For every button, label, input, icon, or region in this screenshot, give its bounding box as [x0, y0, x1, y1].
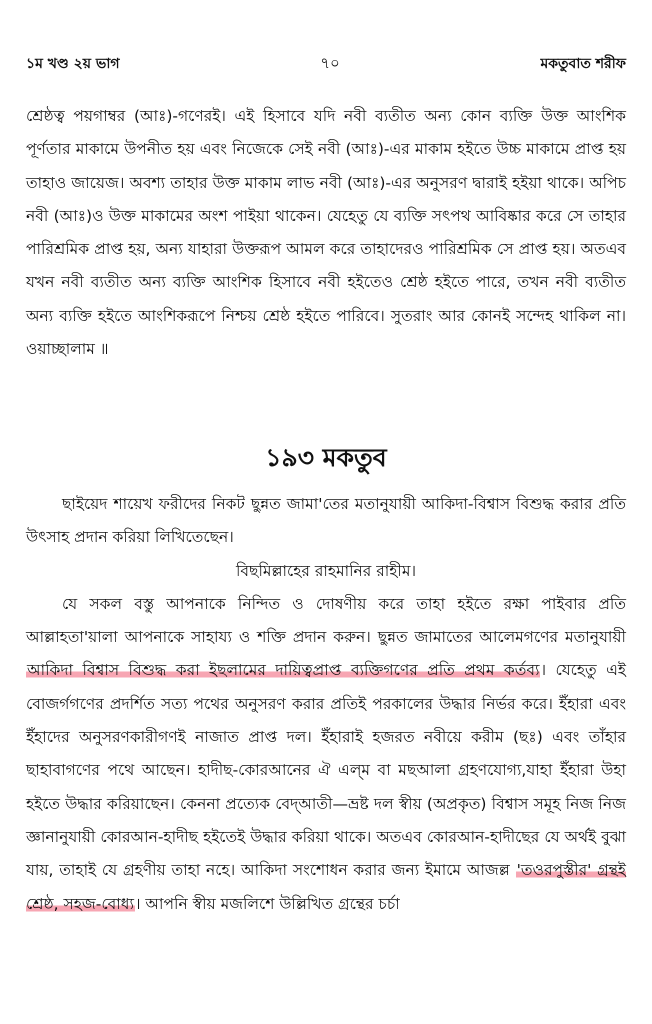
highlighted-text: 'তওরপুস্তীর' গ্রন্থই শ্রেষ্ঠ, সহজ-বোধ্য	[26, 861, 626, 913]
volume-label: ১ম খণ্ড ২য় ভাগ	[26, 56, 120, 72]
letter-body	[26, 488, 626, 921]
paragraph-continued: শ্রেষ্ঠত্ব পয়গাম্বর (আঃ)-গণেরই। এই হিসাবে যদি নবী ব্যতীত অন্য কোন ব্যক্তি উক্ত আংশিক পূর্ণতার মাকামে উপনীত হয় এবং নিজেকে সেই নবী (আঃ)-এর মাকাম হইতে উচ্চ মাকামে প্রাপ্ত হয় তাহাও জায়েজ। অবশ্য তাহার উক্ত মাকাম লাভ নবী (আঃ)-এর অনুসরণ দ্বারাই হইয়া থাকে। অপিচ নবী (আঃ)ও উক্ত মাকামের অংশ পাইয়া থাকেন। যেহেতু যে ব্যক্তি সৎপথ আবিষ্কার করে সে তাহার পারিশ্রমিক প্রাপ্ত হয়, অন্য যাহারা উক্তরূপ আমল করে তাহাদেরও পারিশ্রমিক সে প্রাপ্ত হয়। অতএব যখন নবী ব্যতীত অন্য ব্যক্তি আংশিক হিসাবে নবী হইতেও শ্রেষ্ঠ হইতে পারে, তখন নবী ব্যতীত অন্য ব্যক্তি হইতে আংশিকরূপে নিশ্চয় শ্রেষ্ঠ হইতে পারিবে। সুতরাং আর কোনই সন্দেহ থাকিল না। ওয়াচ্ছালাম ॥	[26, 107, 626, 359]
letter-intro: ছাইয়েদ শায়েখ ফরীদের নিকট ছুন্নত জামা'তের মতানুযায়ী আকিদা-বিশ্বাস বিশুদ্ধ করার প্রতি উৎসাহ প্রদান করিয়া লিখিতেছেন।	[26, 495, 626, 547]
page-header	[26, 50, 626, 78]
text-run: । আপনি স্বীয় মজলিশে উল্লিখিত গ্রন্থের চর্চা	[134, 894, 400, 913]
bismillah-line: বিছমিল্লাহের রাহমানির রাহীম।	[236, 561, 416, 580]
book-title: মকতুবাত শরীফ	[540, 56, 626, 72]
text-run: । যেহেতু এই বোজর্গগণের প্রদর্শিত সত্য পথের অনুসরণ করার প্রতিই পরকালের উদ্ধার নির্ভর করে। ইঁহারা এবং ইঁহাদের অনুসরণকারীগণই নাজাত প্রাপ্ত দল। ইঁহারাই হজরত নবীয়ে করীম (ছঃ) এবং তাঁহার ছাহাবাগণের পথে আছেন। হাদীছ-কোরআনের ঐ এল্‌ম বা মছআলা গ্রহণযোগ্য,যাহা ইঁহারা উহা হইতে উদ্ধার করিয়াছেন। কেননা প্রত্যেক বেদ্‌আতী—ভ্রষ্ট দল স্বীয় (অপ্রকৃত) বিশ্বাস সমূহ নিজ নিজ জ্ঞানানুযায়ী কোরআন-হাদীছ হইতেই উদ্ধার করিয়া থাকে। অতএব কোরআন-হাদীছের যে অর্থই বুঝা যায়, তাহাই যে গ্রহণীয় তাহা নহে। আকিদা সংশোধন করার জন্য ইমামে আজল্ল	[26, 661, 626, 880]
letter-heading: ১৯৩ মকতুব	[265, 443, 387, 472]
highlighted-text: আকিদা বিশ্বাস বিশুদ্ধ করা ইছলামের দায়িত্বপ্রাপ্ত ব্যক্তিগণের প্রতি প্রথম কর্তব্য	[27, 661, 540, 680]
text-run: যে সকল বস্তু আপনাকে নিন্দিত ও দোষণীয় করে তাহা হইতে রক্ষা পাইবার প্রতি আল্লাহতা'য়ালা আপনাকে সাহায্য ও শক্তি প্রদান করুন। ছুন্নত জামাতের আলেমগণের মতানুযায়ী	[26, 594, 626, 647]
page-number: ৭০	[320, 53, 340, 72]
letter-paragraph	[26, 588, 626, 921]
